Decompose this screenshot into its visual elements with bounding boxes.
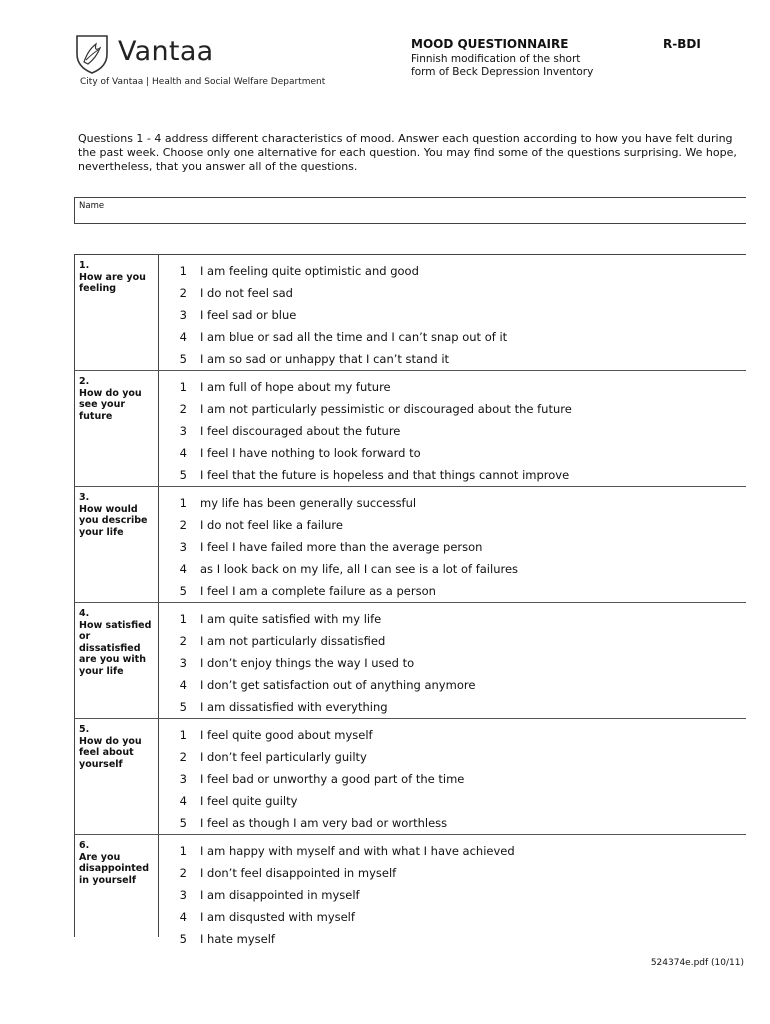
option-text: I don’t feel particularly guilty <box>200 750 367 764</box>
option-text: I feel as though I am very bad or worthless <box>200 816 448 830</box>
option-number: 2 <box>179 286 187 300</box>
option-number: 4 <box>179 794 187 808</box>
answer-options <box>159 724 746 834</box>
answer-option[interactable] <box>159 812 746 834</box>
option-text: I feel sad or blue <box>200 308 297 322</box>
option-text: as I look back on my life, all I can see is a lot of failures <box>200 562 519 576</box>
option-text: I am not particularly pessimistic or discouraged about the future <box>200 402 572 416</box>
answer-options <box>159 608 746 718</box>
option-number: 5 <box>179 352 187 366</box>
instructions: Questions 1 - 4 address different characteristics of mood. Answer each question according to how you have felt during the past week. Choose only one alternative for each question. You may find some of the questions surprising. We hope, nevertheless, that you answer all of the questions. <box>78 132 737 173</box>
answer-option[interactable] <box>159 580 746 602</box>
option-text: I feel bad or unworthy a good part of the time <box>200 772 465 786</box>
name-field[interactable] <box>74 197 746 224</box>
option-text: I hate myself <box>200 932 275 946</box>
option-number: 4 <box>179 910 187 924</box>
option-number: 3 <box>179 424 187 438</box>
option-text: I am disappointed in myself <box>200 888 360 902</box>
form-title: MOOD QUESTIONNAIRE <box>411 37 569 51</box>
answer-option[interactable] <box>159 724 746 746</box>
option-number: 2 <box>179 866 187 880</box>
answer-option[interactable] <box>159 674 746 696</box>
option-text: I feel quite guilty <box>200 794 298 808</box>
option-text: I do not feel sad <box>200 286 293 300</box>
option-text: I am quite satisfied with my life <box>200 612 382 626</box>
name-label: Name <box>79 201 105 211</box>
answer-option[interactable] <box>159 558 746 580</box>
answer-option[interactable] <box>159 348 746 370</box>
option-number: 4 <box>179 446 187 460</box>
department-name: City of Vantaa | Health and Social Welfare Department <box>80 77 326 87</box>
form-code: R-BDI <box>663 37 701 51</box>
question-number: 1. <box>79 260 90 271</box>
answer-option[interactable] <box>159 928 746 950</box>
answer-option[interactable] <box>159 420 746 442</box>
question-title: How do you see your future <box>79 387 142 422</box>
answer-option[interactable] <box>159 862 746 884</box>
option-number: 1 <box>179 728 187 742</box>
answer-option[interactable] <box>159 630 746 652</box>
questions-table <box>74 254 746 946</box>
question-label <box>75 719 159 834</box>
option-number: 5 <box>179 932 187 946</box>
option-text: I am blue or sad all the time and I can’t snap out of it <box>200 330 508 344</box>
logo-text: Vantaa <box>118 36 214 67</box>
option-text: I feel I have nothing to look forward to <box>200 446 421 460</box>
answer-option[interactable] <box>159 840 746 862</box>
option-number: 2 <box>179 518 187 532</box>
answer-option[interactable] <box>159 652 746 674</box>
question-block <box>74 835 746 946</box>
option-text: I feel discouraged about the future <box>200 424 401 438</box>
option-text: I feel quite good about myself <box>200 728 373 742</box>
option-number: 4 <box>179 562 187 576</box>
question-title: How would you describe your life <box>79 503 148 538</box>
question-block <box>74 719 746 835</box>
question-number: 3. <box>79 492 90 503</box>
option-text: I am so sad or unhappy that I can’t stand it <box>200 352 450 366</box>
option-number: 5 <box>179 584 187 598</box>
answer-options <box>159 840 746 950</box>
answer-options <box>159 260 746 370</box>
option-number: 5 <box>179 700 187 714</box>
option-number: 1 <box>179 380 187 394</box>
option-number: 3 <box>179 540 187 554</box>
question-title: How do you feel about yourself <box>79 735 142 770</box>
question-block <box>74 371 746 487</box>
question-title: How are you feeling <box>79 271 146 294</box>
option-text: I don’t enjoy things the way I used to <box>200 656 415 670</box>
answer-option[interactable] <box>159 398 746 420</box>
option-number: 1 <box>179 612 187 626</box>
option-number: 5 <box>179 816 187 830</box>
option-text: I am feeling quite optimistic and good <box>200 264 419 278</box>
vantaa-crest-icon <box>74 34 110 74</box>
answer-option[interactable] <box>159 746 746 768</box>
option-text: I am dissatisfied with everything <box>200 700 388 714</box>
option-text: I don’t feel disappointed in myself <box>200 866 397 880</box>
option-text: my life has been generally successful <box>200 496 417 510</box>
form-subtitle-line2: form of Beck Depression Inventory <box>411 66 594 78</box>
option-number: 3 <box>179 308 187 322</box>
vantaa-logo <box>74 34 334 76</box>
answer-option[interactable] <box>159 442 746 464</box>
question-label <box>75 603 159 718</box>
question-block <box>74 255 746 371</box>
answer-option[interactable] <box>159 492 746 514</box>
question-label <box>75 835 159 937</box>
option-number: 4 <box>179 330 187 344</box>
option-number: 1 <box>179 844 187 858</box>
answer-options <box>159 376 746 486</box>
question-number: 2. <box>79 376 90 387</box>
question-label <box>75 371 159 486</box>
question-number: 6. <box>79 840 90 851</box>
question-block <box>74 487 746 603</box>
option-number: 2 <box>179 634 187 648</box>
answer-option[interactable] <box>159 304 746 326</box>
question-number: 4. <box>79 608 90 619</box>
question-title: How satisfied or dissatisfied are you with your life <box>79 619 152 677</box>
answer-options <box>159 492 746 602</box>
answer-option[interactable] <box>159 376 746 398</box>
question-title: Are you disappointed in yourself <box>79 851 150 886</box>
question-label <box>75 487 159 602</box>
option-text: I feel I am a complete failure as a person <box>200 584 436 598</box>
answer-option[interactable] <box>159 260 746 282</box>
option-text: I don’t get satisfaction out of anything anymore <box>200 678 476 692</box>
answer-option[interactable] <box>159 696 746 718</box>
question-number: 5. <box>79 724 90 735</box>
answer-option[interactable] <box>159 790 746 812</box>
option-number: 4 <box>179 678 187 692</box>
option-number: 3 <box>179 656 187 670</box>
question-label <box>75 255 159 370</box>
answer-option[interactable] <box>159 906 746 928</box>
option-text: I am disqusted with myself <box>200 910 355 924</box>
answer-option[interactable] <box>159 768 746 790</box>
answer-option[interactable] <box>159 282 746 304</box>
option-text: I am happy with myself and with what I have achieved <box>200 844 515 858</box>
answer-option[interactable] <box>159 536 746 558</box>
option-number: 1 <box>179 496 187 510</box>
option-number: 3 <box>179 888 187 902</box>
option-number: 1 <box>179 264 187 278</box>
option-text: I feel I have failed more than the average person <box>200 540 483 554</box>
answer-option[interactable] <box>159 514 746 536</box>
option-number: 5 <box>179 468 187 482</box>
question-block <box>74 603 746 719</box>
option-text: I do not feel like a failure <box>200 518 343 532</box>
answer-option[interactable] <box>159 884 746 906</box>
form-subtitle-line1: Finnish modification of the short <box>411 53 581 65</box>
answer-option[interactable] <box>159 608 746 630</box>
option-text: I am full of hope about my future <box>200 380 391 394</box>
answer-option[interactable] <box>159 326 746 348</box>
option-text: I feel that the future is hopeless and that things cannot improve <box>200 468 570 482</box>
answer-option[interactable] <box>159 464 746 486</box>
footer-doc-id: 524374e.pdf (10/11) <box>650 958 744 968</box>
form-subtitle <box>411 53 631 79</box>
option-text: I am not particularly dissatisfied <box>200 634 386 648</box>
option-number: 3 <box>179 772 187 786</box>
option-number: 2 <box>179 750 187 764</box>
option-number: 2 <box>179 402 187 416</box>
